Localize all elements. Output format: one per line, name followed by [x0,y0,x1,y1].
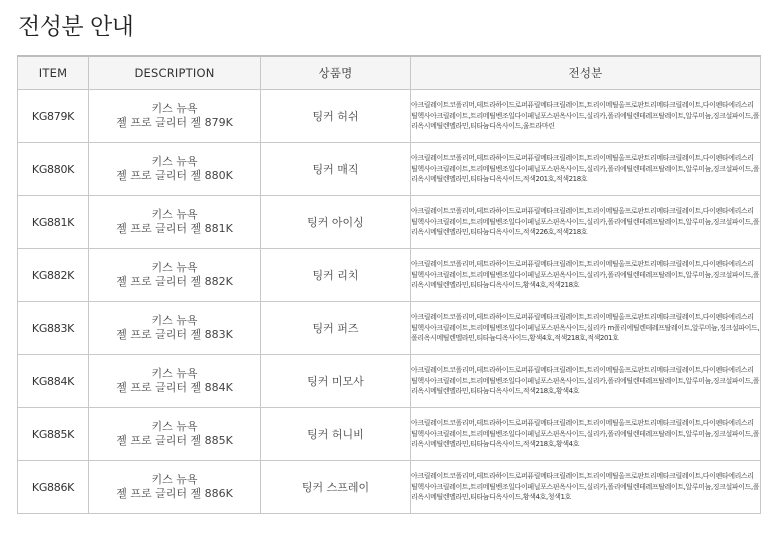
description-brand: 키스 뉴욕 [151,208,198,221]
description-cell [89,249,261,302]
description-product: 젤 프로 글리터 젤 883K [116,328,233,341]
product-name: 팅커 리치 [261,249,411,302]
header-item: ITEM [18,56,89,90]
item-code: KG880K [18,143,89,196]
ingredients-table [17,55,761,514]
table-row [18,196,761,249]
product-name: 팅커 스프레이 [261,461,411,514]
description-brand: 키스 뉴욕 [151,155,198,168]
description-cell [89,302,261,355]
description-cell [89,355,261,408]
description-brand: 키스 뉴욕 [151,367,198,380]
description-product: 젤 프로 글리터 젤 879K [116,116,233,129]
ingredients-text: 아크릴레이트코폴리머,테트라하이드로퍼퓨릴메타크릴레이트,트리이메틸올프로판트리메타크릴레이트,다이펜타에리스리틸헥사아크릴레이트,트리메틸벤조일다이페닐포스핀옥사이드,실리카 m폴리에틸렌테레프탈레이트,알루미늄,징크설파이드,폴리옥시메틸렌멜라민,티타늄디옥사이드,황색4호,적색218호,적색201호 [411,302,761,355]
header-ingredients: 전성분 [411,56,761,90]
table-row [18,302,761,355]
description-product: 젤 프로 글리터 젤 880K [116,169,233,182]
table-row [18,143,761,196]
item-code: KG883K [18,302,89,355]
product-name: 팅커 아이싱 [261,196,411,249]
ingredients-text: 아크릴레이트코폴리머,테트라하이드로퍼퓨릴메타크릴레이트,트리이메틸올프로판트리메타크릴레이트,다이펜타에리스리틸헥사아크릴레이트,트리메틸벤조일다이페닐포스핀옥사이드,실리카,폴리에틸렌테레프탈레이트,알루미늄,징크설파이드,폴리옥시메틸렌멜라민,티타늄디옥사이드,적색218호,황색4호 [411,355,761,408]
page-title: 전성분 안내 [18,14,134,40]
description-brand: 키스 뉴욕 [151,261,198,274]
ingredients-text: 아크릴레이트코폴리머,테트라하이드로퍼퓨릴메타크릴레이트,트리이메틸올프로판트리메타크릴레이트,다이펜타에리스리틸헥사아크릴레이트,트리메틸벤조일다이페닐포스핀옥사이드,실리카,폴리에틸렌테레프탈레이트,알루미늄,징크설파이드,폴리옥시메틸렌멜라민,티타늄디옥사이드,적색218호,황색4호 [411,408,761,461]
description-cell [89,196,261,249]
description-brand: 키스 뉴욕 [151,314,198,327]
table-header [18,56,761,90]
table-row [18,355,761,408]
item-code: KG882K [18,249,89,302]
header-description: DESCRIPTION [89,56,261,90]
ingredients-text: 아크릴레이트코폴리머,테트라하이드로퍼퓨릴메타크릴레이트,트리이메틸올프로판트리메타크릴레이트,다이펜타에리스리틸헥사아크릴레이트,트리메틸벤조일다이페닐포스핀옥사이드,실리카,폴리에틸렌테레프탈레이트,알루미늄,징크설파이드,폴리옥시메틸렌멜라민,티타늄디옥사이드,황색4호,청색1호 [411,461,761,514]
ingredients-text: 아크릴레이트코폴리머,테트라하이드로퍼퓨릴메타크릴레이트,트리이메틸올프로판트리메타크릴레이트,다이펜타에리스리틸헥사아크릴레이트,트리메틸벤조일다이페닐포스핀옥사이드,실리카,폴리에틸렌테레프탈레이트,알루미늄,징크설파이드,폴리옥시메틸렌멜라민,티타늄디옥사이드,적색201호,적색218호 [411,143,761,196]
table-body [18,90,761,514]
description-product: 젤 프로 글리터 젤 884K [116,381,233,394]
table-row [18,90,761,143]
item-code: KG886K [18,461,89,514]
description-brand: 키스 뉴욕 [151,473,198,486]
product-name: 팅커 허니비 [261,408,411,461]
description-cell [89,408,261,461]
item-code: KG885K [18,408,89,461]
header-product-name: 상품명 [261,56,411,90]
description-cell [89,461,261,514]
description-product: 젤 프로 글리터 젤 885K [116,434,233,447]
item-code: KG879K [18,90,89,143]
description-brand: 키스 뉴욕 [151,102,198,115]
product-name: 팅커 허쉬 [261,90,411,143]
header-row [18,56,761,90]
item-code: KG881K [18,196,89,249]
description-product: 젤 프로 글리터 젤 882K [116,275,233,288]
description-cell [89,90,261,143]
ingredients-text: 아크릴레이트코폴리머,테트라하이드로퍼퓨릴메타크릴레이트,트리이메틸올프로판트리메타크릴레이트,다이펜타에리스리틸헥사아크릴레이트,트리메틸벤조일다이페닐포스핀옥사이드,실리카,폴리에틸렌테레프탈레이트,알루미늄,징크설파이드,폴리옥시메틸렌멜라민,티타늄디옥사이드,울트라마린 [411,90,761,143]
description-product: 젤 프로 글리터 젤 886K [116,487,233,500]
description-cell [89,143,261,196]
table-row [18,461,761,514]
product-name: 팅커 매직 [261,143,411,196]
description-product: 젤 프로 글리터 젤 881K [116,222,233,235]
product-name: 팅커 퍼즈 [261,302,411,355]
description-brand: 키스 뉴욕 [151,420,198,433]
ingredients-text: 아크릴레이트코폴리머,테트라하이드로퍼퓨릴메타크릴레이트,트리이메틸올프로판트리메타크릴레이트,다이펜타에리스리틸헥사아크릴레이트,트리메틸벤조일다이페닐포스핀옥사이드,실리카,폴리에틸렌테레프탈레이트,알루미늄,징크설파이드,폴리옥시메틸렌멜라민,티타늄디옥사이드,적색226호,적색218호 [411,196,761,249]
item-code: KG884K [18,355,89,408]
table-row [18,249,761,302]
ingredients-text: 아크릴레이트코폴리머,테트라하이드로퍼퓨릴메타크릴레이트,트리이메틸올프로판트리메타크릴레이트,다이펜타에리스리틸헥사아크릴레이트,트리메틸벤조일다이페닐포스핀옥사이드,실리카,폴리에틸렌테레프탈레이트,알루미늄,징크설파이드,폴리옥시메틸렌멜라민,티타늄디옥사이드,황색4호,적색218호 [411,249,761,302]
table-row [18,408,761,461]
product-name: 팅커 미모사 [261,355,411,408]
